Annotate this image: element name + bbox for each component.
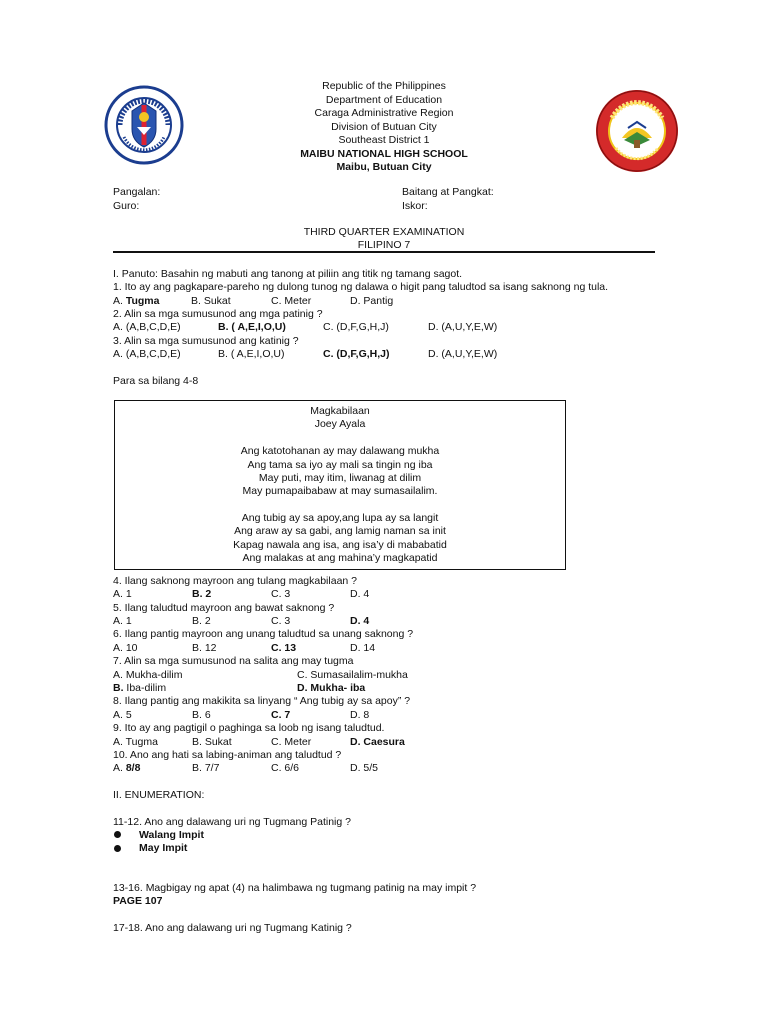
question-7: 7. Alin sa mga sumusunod na salita ang may tugma: [113, 655, 354, 667]
q1-option-c: C. Meter: [271, 295, 312, 307]
q4-option-b: B. 2: [192, 588, 212, 600]
question-3: 3. Alin sa mga sumusunod ang katinig ?: [113, 335, 299, 347]
q1-option-d: D. Pantig: [350, 295, 394, 307]
q10-option-b: B. 7/7: [192, 762, 220, 774]
poem-reference-label: Para sa bilang 4-8: [113, 375, 199, 387]
q10-option-d: D. 5/5: [350, 762, 379, 774]
poem-line: Ang katotohanan ay may dalawang mukha: [240, 445, 440, 457]
q3-option-c: C. (D,F,G,H,J): [323, 348, 390, 360]
question-3-options: [113, 348, 573, 361]
q4-option-c: C. 3: [271, 588, 291, 600]
question-2-options: [113, 321, 573, 334]
answer-walang-impit: Walang Impit: [139, 829, 204, 841]
q9-option-a: A. Tugma: [113, 736, 158, 748]
q3-option-a: A. (A,B,C,D,E): [113, 348, 181, 360]
poem-line: Kapag nawala ang isa, ang isa’y di mababatid: [233, 539, 447, 551]
poem-title: Magkabilaan: [310, 405, 370, 417]
q10-option-c: C. 6/6: [271, 762, 300, 774]
q7-option-b: [113, 682, 166, 695]
q1-option-a-answer: Tugma: [125, 295, 160, 307]
q8-option-b: B. 6: [192, 709, 211, 721]
name-label: Pangalan:: [113, 186, 161, 198]
q3-option-b: B. ( A,E,I,O,U): [218, 348, 285, 360]
poem-line: Ang araw ay sa gabi, ang lamig naman sa init: [234, 525, 446, 537]
q1-option-a: [113, 295, 159, 308]
q5-option-a: A. 1: [113, 615, 132, 627]
q6-option-c: C. 13: [271, 642, 297, 654]
bullet-icon: [114, 845, 121, 852]
q4-option-a: A. 1: [113, 588, 132, 600]
question-10: 10. Ano ang hati sa labing-animan ang taludtud ?: [113, 749, 342, 761]
poem-box: [114, 400, 566, 570]
question-7-options-row1: [113, 669, 573, 682]
q2-option-d: D. (A,U,Y,E,W): [428, 321, 498, 333]
header-line-school-address: Maibu, Butuan City: [336, 161, 432, 173]
header-line-school-name: MAIBU NATIONAL HIGH SCHOOL: [300, 147, 468, 160]
poem-line: May pumapaibabaw at may sumasailalim.: [242, 485, 438, 497]
question-6: 6. Ilang pantig mayroon ang unang taludtud sa unang saknong ?: [113, 628, 414, 640]
question-9: 9. Ito ay ang pagtigil o paghinga sa loob ng isang taludtud.: [113, 722, 385, 734]
q9-option-d: D. Caesura: [350, 736, 405, 748]
q1-option-b: B. Sukat: [191, 295, 231, 307]
score-label: Iskor:: [402, 200, 428, 212]
q9-option-c: C. Meter: [271, 736, 312, 748]
q1-option-a-letter: A.: [113, 295, 126, 307]
header-line-division: Division of Butuan City: [331, 120, 437, 133]
question-5: 5. Ilang taludtud mayroon ang bawat saknong ?: [113, 602, 335, 614]
question-8-options: [113, 709, 573, 722]
grade-section-label: Baitang at Pangkat:: [402, 186, 494, 198]
question-17-18: 17-18. Ano ang dalawang uri ng Tugmang Katinig ?: [113, 922, 352, 934]
poem-author: Joey Ayala: [314, 418, 366, 430]
question-10-options: [113, 762, 573, 775]
q2-option-c: C. (D,F,G,H,J): [323, 321, 389, 333]
q10-option-a: [113, 762, 140, 775]
q2-option-b: B. ( A,E,I,O,U): [218, 321, 286, 333]
q7-option-a: A. Mukha-dilim: [113, 669, 183, 681]
question-4-options: [113, 588, 573, 601]
letterhead: [0, 80, 768, 175]
title-divider: [113, 251, 655, 253]
question-1-options: [113, 295, 573, 308]
q6-option-a: A. 10: [113, 642, 138, 654]
question-6-options: [113, 642, 573, 655]
teacher-label: Guro:: [113, 200, 140, 212]
exam-title: THIRD QUARTER EXAMINATION: [303, 226, 465, 238]
exam-subject: FILIPINO 7: [357, 239, 411, 251]
q7-option-b-text: Iba-dilim: [123, 682, 167, 694]
q6-option-d: D. 14: [350, 642, 376, 654]
q7-option-b-letter: B.: [113, 682, 124, 694]
bullet-icon: [114, 831, 121, 838]
q8-option-a: A. 5: [113, 709, 132, 721]
poem-line: May puti, may itim, liwanag at dilim: [258, 472, 422, 484]
q5-option-b: B. 2: [192, 615, 211, 627]
question-11-12: 11-12. Ano ang dalawang uri ng Tugmang Patinig ?: [113, 816, 351, 828]
question-2: 2. Alin sa mga sumusunod ang mga patinig ?: [113, 308, 323, 320]
part1-instruction: I. Panuto: Basahin ng mabuti ang tanong at piliin ang titik ng tamang sagot.: [113, 268, 463, 280]
question-7-options-row2: [113, 682, 573, 695]
q10-option-a-letter: A.: [113, 762, 126, 774]
header-line-republic: Republic of the Philippines: [322, 80, 446, 92]
header-line-region: Caraga Administrative Region: [314, 107, 454, 119]
poem-line: Ang malakas at ang mahina’y magkapatid: [242, 552, 438, 564]
header-line-deped: Department of Education: [325, 93, 443, 106]
poem-line: Ang tubig ay sa apoy,ang lupa ay sa langit: [241, 512, 439, 524]
q4-option-d: D. 4: [350, 588, 370, 600]
q5-option-d: D. 4: [350, 615, 370, 627]
poem-line: Ang tama sa iyo ay mali sa tingin ng iba: [247, 459, 433, 471]
part2-heading: II. ENUMERATION:: [113, 789, 205, 801]
question-13-16: 13-16. Magbigay ng apat (4) na halimbawa ng tugmang patinig na may impit ?: [113, 882, 477, 894]
question-5-options: [113, 615, 573, 628]
q8-option-c: C. 7: [271, 709, 291, 721]
q8-option-d: D. 8: [350, 709, 370, 721]
question-1: 1. Ito ay ang pagkapare-pareho ng dulong tunog ng dalawa o higit pang taludtod sa isang saknong ng tula.: [113, 281, 609, 293]
header-line-district: Southeast District 1: [338, 134, 430, 146]
answer-may-impit: May Impit: [139, 842, 188, 854]
q2-option-a: A. (A,B,C,D,E): [113, 321, 181, 333]
q5-option-c: C. 3: [271, 615, 291, 627]
question-8: 8. Ilang pantig ang makikita sa linyang “ Ang tubig ay sa apoy” ?: [113, 695, 411, 707]
page-reference: PAGE 107: [113, 895, 163, 907]
q7-option-c: C. Sumasailalim-mukha: [297, 669, 408, 681]
q6-option-b: B. 12: [192, 642, 217, 654]
question-9-options: [113, 736, 573, 749]
q7-option-d: D. Mukha- iba: [297, 682, 366, 694]
q9-option-b: B. Sukat: [192, 736, 232, 748]
question-4: 4. Ilang saknong mayroon ang tulang magkabilaan ?: [113, 575, 358, 587]
q3-option-d: D. (A,U,Y,E,W): [428, 348, 498, 360]
q10-option-a-answer: 8/8: [125, 762, 141, 774]
